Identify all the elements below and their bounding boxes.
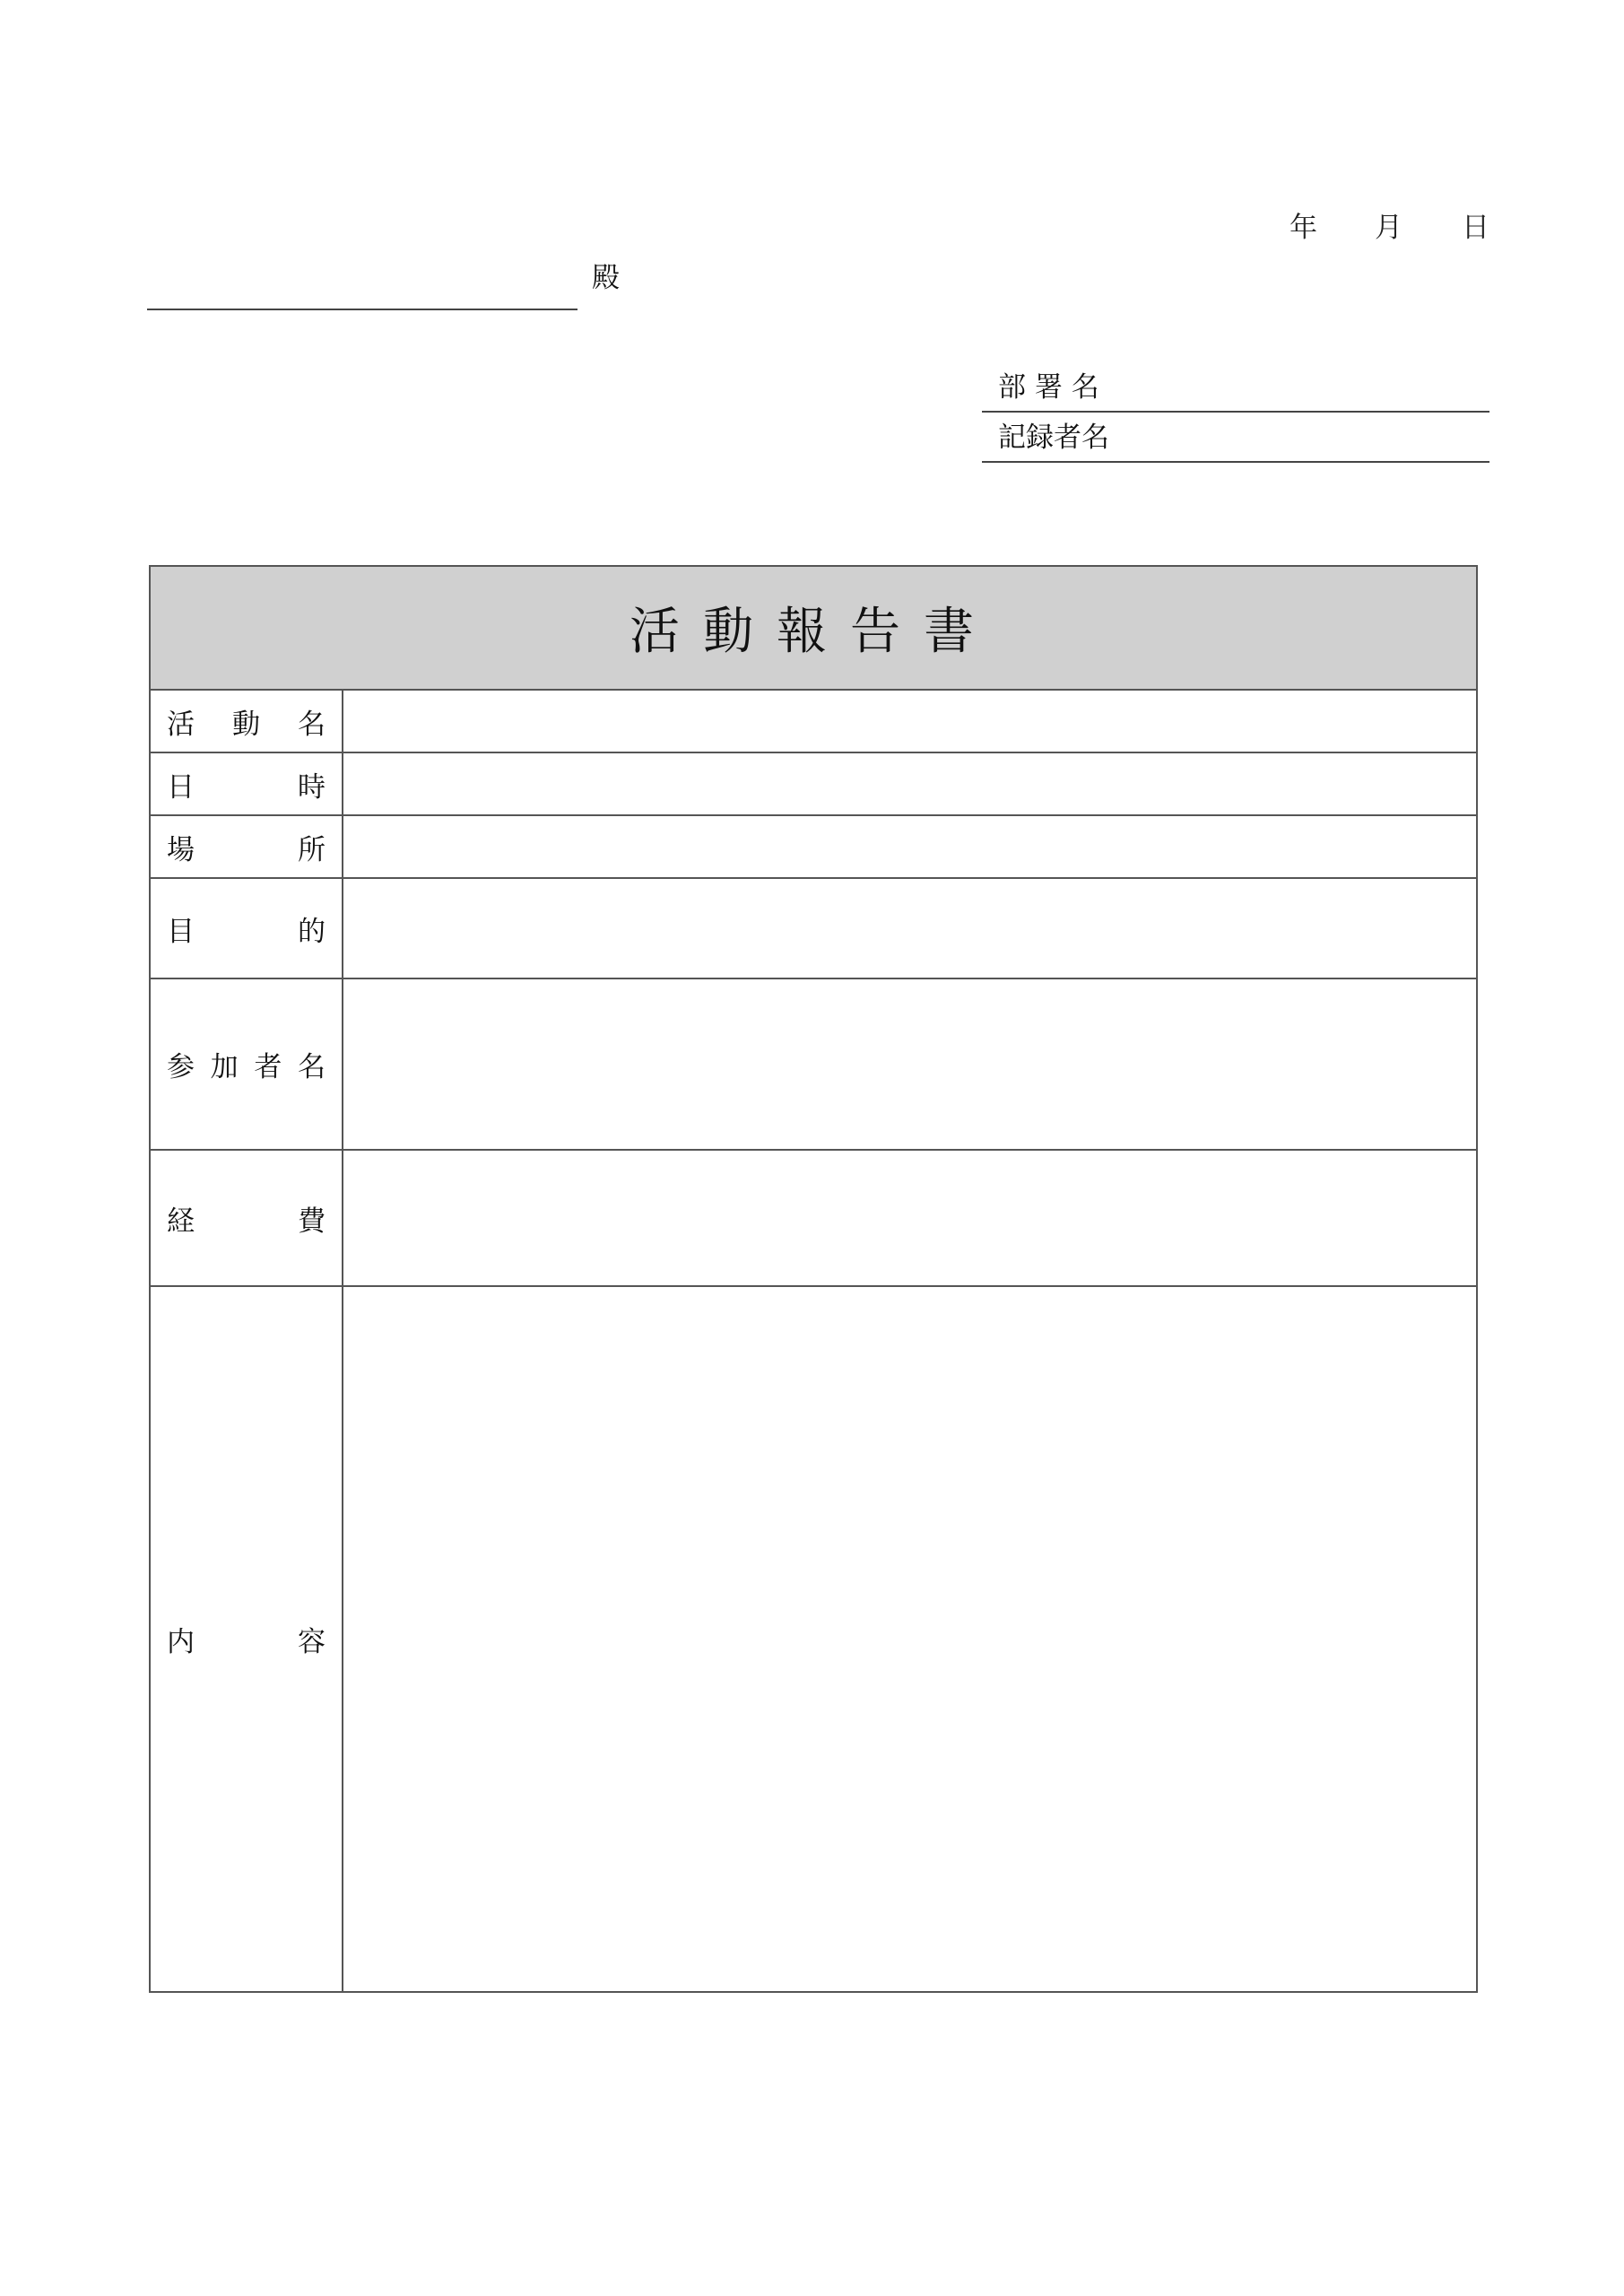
activity-name-label [150,690,343,752]
recorder-label: 記録者名 [998,422,1109,454]
label-char: 名 [297,1051,326,1083]
label-char: 時 [298,770,326,804]
expenses-field[interactable] [343,1150,1477,1286]
label-char: 活 [167,708,195,741]
label-char: 者 [254,1051,282,1083]
content-label [150,1286,343,1992]
label-char: 場 [167,833,195,866]
row-purpose [150,878,1477,978]
report-title: 活動報告書 [150,566,1477,690]
expenses-label [150,1150,343,1286]
activity-name-field[interactable] [343,690,1477,752]
date-year-label: 年 [1290,212,1317,244]
place-label [150,815,343,878]
department-row[interactable] [982,362,1489,413]
date-month-label: 月 [1375,212,1403,244]
purpose-label [150,878,343,978]
date-line [1273,204,1498,242]
addressee-honorific: 殿 [592,262,620,294]
label-char: 動 [232,708,260,741]
label-char: 内 [167,1626,195,1658]
recorder-row[interactable] [982,413,1489,463]
datetime-field[interactable] [343,752,1477,815]
datetime-label [150,752,343,815]
label-char: 目 [167,915,195,948]
row-datetime [150,752,1477,815]
label-char: 加 [210,1051,239,1083]
date-day-label: 日 [1462,212,1489,244]
purpose-field[interactable] [343,878,1477,978]
label-char: 経 [167,1205,195,1238]
activity-report-table [149,565,1478,1993]
addressee-name-line[interactable] [147,309,578,310]
participants-label [150,978,343,1150]
row-participants [150,978,1477,1150]
label-char: 所 [298,833,326,866]
department-label: 部 署 名 [998,371,1099,404]
sender-block [982,362,1489,463]
place-field[interactable] [343,815,1477,878]
label-char: 名 [298,708,326,741]
row-activity-name [150,690,1477,752]
content-field[interactable] [343,1286,1477,1992]
row-content [150,1286,1477,1992]
participants-field[interactable] [343,978,1477,1150]
row-place [150,815,1477,878]
label-char: 容 [298,1626,326,1658]
label-char: 費 [298,1205,326,1238]
label-char: 参 [167,1051,195,1083]
row-expenses [150,1150,1477,1286]
label-char: 日 [167,770,195,804]
label-char: 的 [298,915,326,948]
